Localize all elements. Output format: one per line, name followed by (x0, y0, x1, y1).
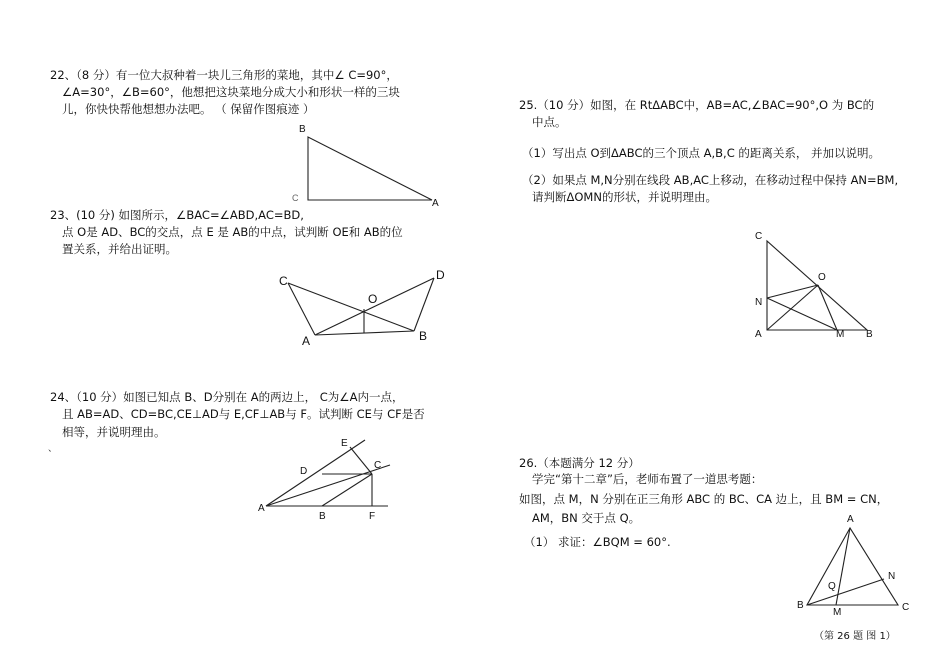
q24-label-b: B (319, 511, 326, 522)
q22-label-b: B (299, 124, 306, 135)
q25-part2a: （2）如果点 M,N分别在线段 AB,AC上移动，在移动过程中保持 AN=BM, (522, 173, 899, 187)
q26-label-m: M (833, 607, 842, 618)
q24-label-f: F (369, 511, 376, 522)
q26-label-b: B (797, 600, 804, 611)
q22-line2: ∠A=30°，∠B=60°，他想把这块菜地分成大小和形状一样的三块 (62, 85, 400, 99)
q26-line2: 学完“第十二章”后，老师布置了一道思考题： (532, 472, 763, 486)
q26-figure-caption: （第 26 题 图 1） (814, 631, 896, 642)
q22-label-a: A (432, 198, 439, 209)
q25-label-m: M (836, 329, 845, 340)
q23-label-b: B (419, 329, 428, 343)
q23-line1: 23、(10 分) 如图所示，∠BAC=∠ABD,AC=BD, (50, 208, 304, 222)
q22-line3: 儿，你快快帮他想想办法吧。 （ 保留作图痕迹 ） (62, 102, 315, 116)
q25-label-a: A (755, 329, 762, 340)
q24-label-a: A (258, 503, 265, 514)
q23-line2: 点 O是 AD、BC的交点，点 E 是 AB的中点，试判断 OE和 AB的位 (62, 225, 403, 239)
q26-triangle (807, 528, 898, 605)
q26-label-a: A (847, 514, 854, 525)
q24-label-c: C (374, 460, 382, 471)
q25-label-c: C (755, 231, 763, 242)
q24-label-d: D (300, 466, 308, 477)
q24-stray-mark: 、 (48, 444, 58, 454)
q26-line1: 26.（本题满分 12 分） (519, 456, 640, 470)
q23-label-c: C (279, 274, 288, 288)
q23-label-o: O (368, 292, 378, 306)
q26-line3: 如图，点 M，N 分别在正三角形 ABC 的 BC、CA 边上，且 BM = CN， (519, 492, 889, 506)
q23-label-a: A (302, 334, 311, 348)
q25-line2: 中点。 (532, 115, 567, 129)
q25-line1: 25.（10 分）如图，在 RtΔABC中，AB=AC,∠BAC=90°,O 为 BC的 (519, 98, 875, 112)
q24-label-e: E (341, 438, 348, 449)
q23-line3: 置关系，并给出证明。 (62, 242, 177, 256)
q23-label-d: D (436, 268, 445, 282)
q22-line1: 22、（8 分）有一位大叔种着一块儿三角形的菜地，其中∠ C=90°， (50, 68, 398, 82)
q24-line2: 且 AB=AD、CD=BC,CE⊥AD与 E,CF⊥AB与 F。试判断 CE与 CF是否 (62, 407, 425, 421)
q24-line1: 24、（10 分）如图已知点 B、D分别在 A的两边上， C为∠A内一点， (50, 390, 404, 404)
q26-part1: （1） 求证：∠BQM = 60°. (524, 535, 671, 549)
q25-label-n: N (755, 297, 763, 308)
q24-line3: 相等，并说明理由。 (62, 425, 166, 439)
q25-label-o: O (818, 272, 826, 283)
q22-label-c: C (292, 193, 299, 203)
q26-label-n: N (888, 571, 896, 582)
q26-label-q: Q (828, 581, 836, 592)
q26-label-c: C (902, 602, 910, 613)
q25-label-b: B (866, 329, 873, 340)
q25-part1: （1）写出点 O到ΔABC的三个顶点 A,B,C 的距离关系， 并加以说明。 (522, 146, 881, 160)
q25-part2b: 请判断ΔOMN的形状，并说明理由。 (532, 190, 717, 204)
q26-line4: AM，BN 交于点 Q。 (532, 511, 641, 525)
